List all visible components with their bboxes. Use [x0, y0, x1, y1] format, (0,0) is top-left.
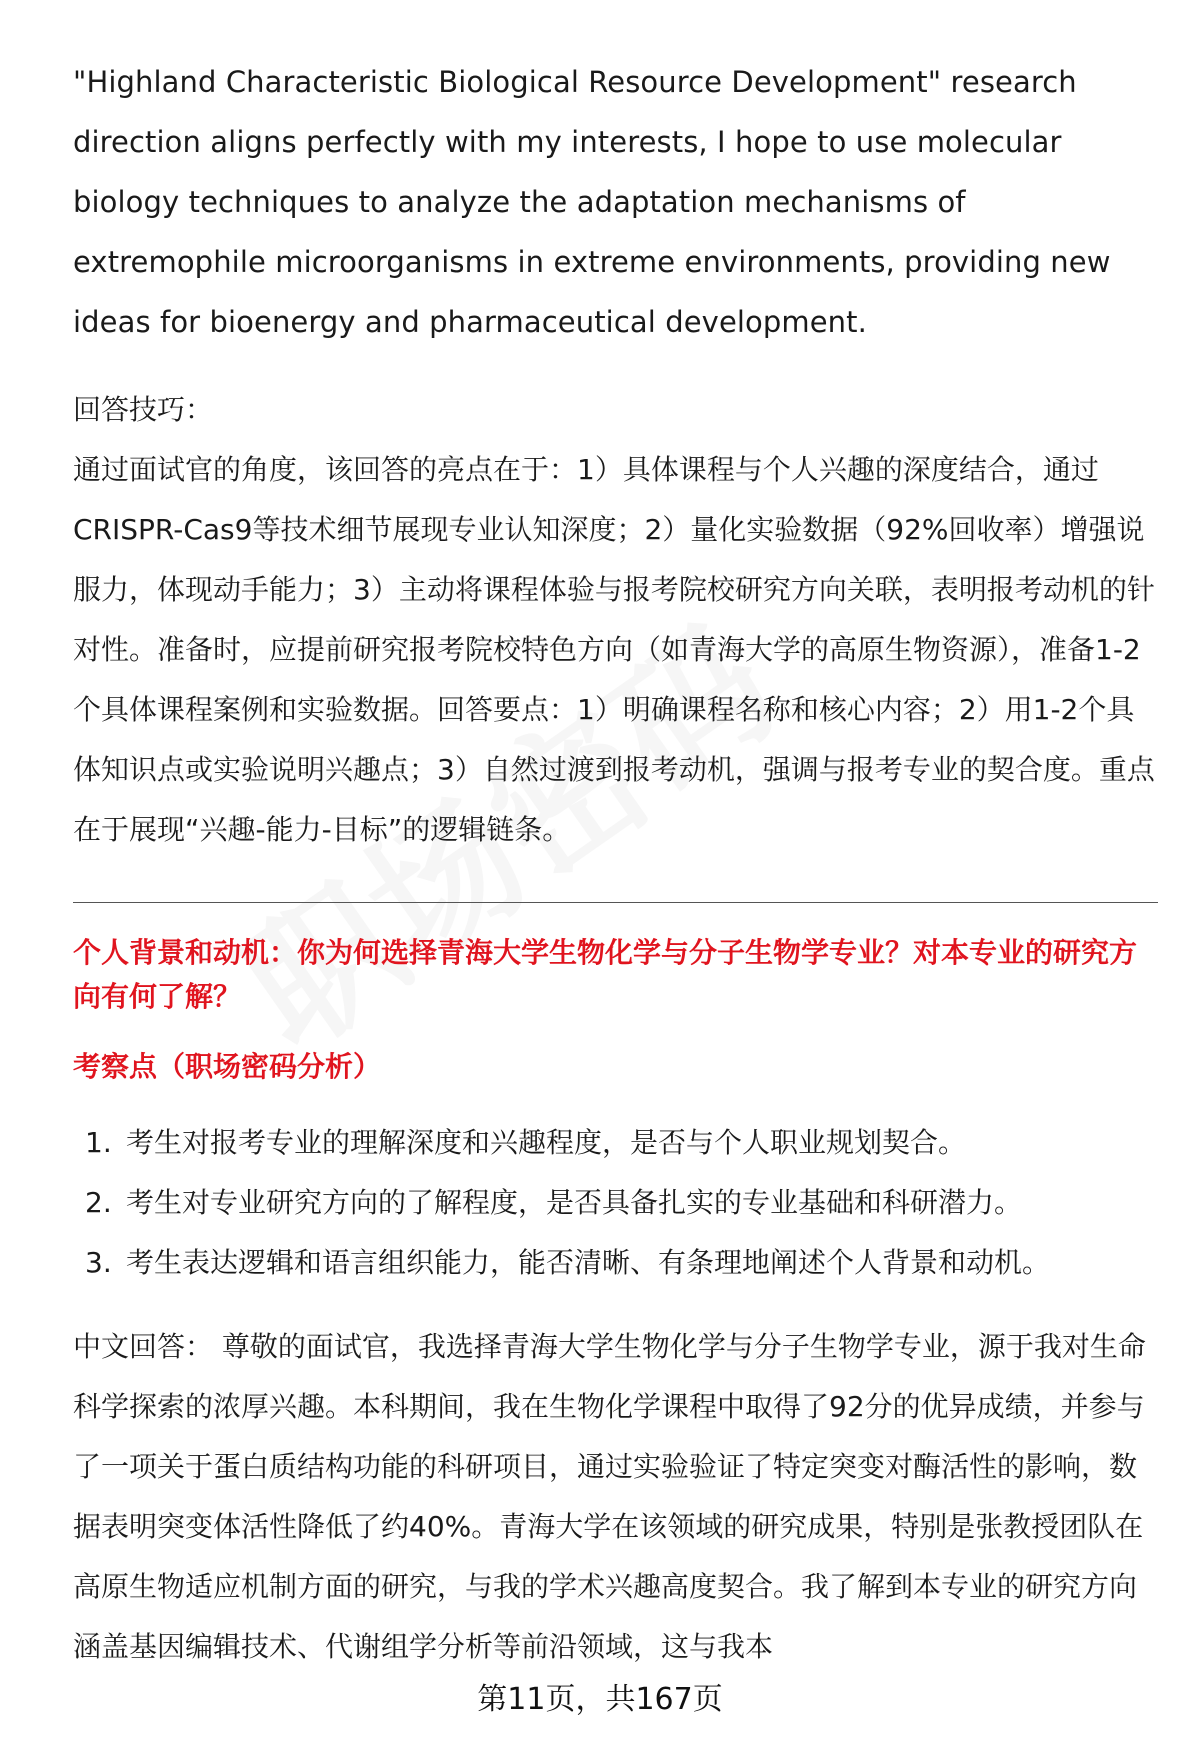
- analysis-point: [73, 1173, 1158, 1233]
- analysis-heading: 考察点（职场密码分析）: [73, 1050, 382, 1083]
- point-number: 3.: [85, 1246, 112, 1279]
- point-number: 2.: [85, 1186, 112, 1219]
- document-page: [73, 52, 1158, 1677]
- page-number-footer: 第11页，共167页: [477, 1682, 723, 1717]
- point-text: 考生表达逻辑和语言组织能力，能否清晰、有条理地阐述个人背景和动机。: [126, 1246, 1051, 1279]
- analysis-point: [73, 1233, 1158, 1293]
- tips-label: 回答技巧：: [73, 393, 214, 426]
- chinese-answer: 中文回答： 尊敬的面试官，我选择青海大学生物化学与分子生物学专业，源于我对生命科学探索的浓厚兴趣。本科期间，我在生物化学课程中取得了92分的优异成绩，并参与了一项关于蛋白质结构功能的科研项目，通过实验验证了特定突变对酶活性的影响，数据表明突变体活性降低了约40%。青海大学在该领域的研究成果，特别是张教授团队在高原生物适应机制方面的研究，与我的学术兴趣高度契合。我了解到本专业的研究方向涵盖基因编辑技术、代谢组学分析等前沿领域，这与我本: [73, 1330, 1146, 1663]
- point-number: 1.: [85, 1126, 112, 1159]
- interview-question: 个人背景和动机：你为何选择青海大学生物化学与分子生物学专业？对本专业的研究方向有何了解？: [73, 936, 1138, 1013]
- point-text: 考生对专业研究方向的了解程度，是否具备扎实的专业基础和科研潜力。: [126, 1186, 1023, 1219]
- analysis-point-list: [73, 1113, 1158, 1293]
- section-divider: [73, 902, 1158, 903]
- analysis-point: [73, 1113, 1158, 1173]
- intro-paragraph: "Highland Characteristic Biological Resource Development" research direction aligns perfectly with my interests, I hope to use molecular biology techniques to analyze the adaptation mechanisms of extremophile microorganisms in extreme environments, providing new ideas for bioenergy and pharmaceutical development.: [73, 65, 1111, 339]
- point-text: 考生对报考专业的理解深度和兴趣程度，是否与个人职业规划契合。: [126, 1126, 967, 1159]
- tips-body: 通过面试官的角度，该回答的亮点在于：1）具体课程与个人兴趣的深度结合，通过CRISPR-Cas9等技术细节展现专业认知深度；2）量化实验数据（92%回收率）增强说服力，体现动手能力；3）主动将课程体验与报考院校研究方向关联，表明报考动机的针对性。准备时，应提前研究报考院校特色方向（如青海大学的高原生物资源），准备1-2个具体课程案例和实验数据。回答要点：1）明确课程名称和核心内容；2）用1-2个具体知识点或实验说明兴趣点；3）自然过渡到报考动机，强调与报考专业的契合度。重点在于展现“兴趣-能力-目标”的逻辑链条。: [73, 453, 1155, 846]
